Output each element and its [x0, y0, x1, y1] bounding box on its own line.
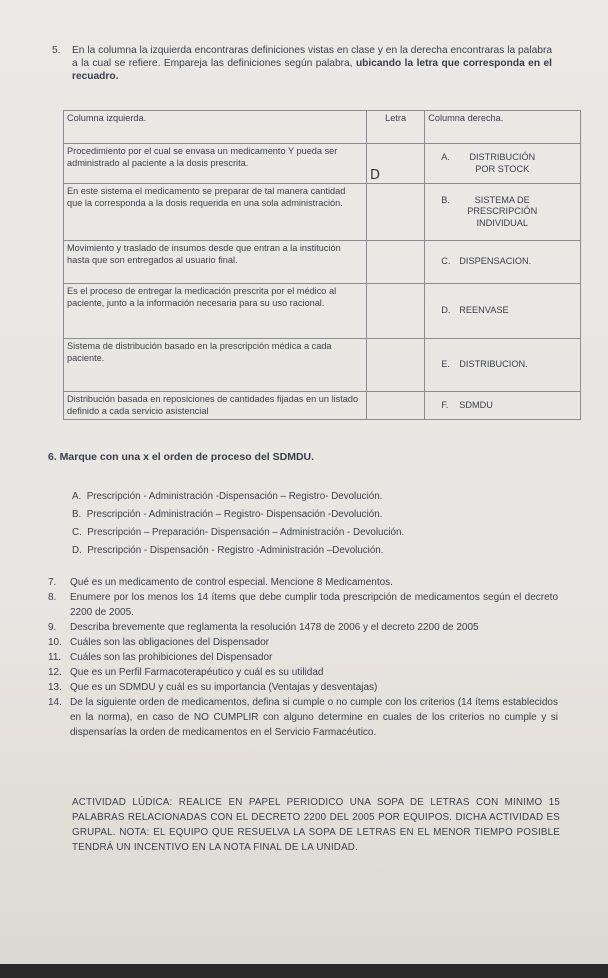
activity-instructions: ACTIVIDAD LÚDICA: REALICE EN PAPEL PERIODICO UNA SOPA DE LETRAS CON MINIMO 15 PALABRAS RELACIONADAS CON EL DECRETO 2200 DEL 2005 POR EQUIPOS. DICHA ACTIVIDAD ES GRUPAL. NOTA: EL EQUIPO QUE RESUELVA LA SOPA DE LETRAS EN EL MENOR TIEMPO POSIBLE TENDRÁ UN INCENTIVO EN LA NOTA FINAL DE LA UNIDAD.: [72, 797, 560, 853]
term-cell: [425, 144, 581, 184]
term-letter: C.: [441, 256, 451, 267]
question-6-title: 6. Marque con una x el orden de proceso del SDMDU.: [48, 451, 315, 463]
definition-cell: Movimiento y traslado de insumos desde que entran a la institución hasta que son entregados al usuario final.: [64, 241, 367, 284]
option-letter: B.: [72, 509, 82, 520]
table-row: [64, 184, 581, 241]
definition-cell: Procedimiento por el cual se envasa un medicamento Y pueda ser administrado al paciente a la dosis prescrita.: [64, 144, 367, 184]
letter-answer-cell[interactable]: [367, 392, 425, 420]
table-header-row: [64, 111, 581, 144]
question-number: 14.: [48, 697, 62, 708]
term-text: DISPENSACION.: [459, 256, 532, 267]
term-letter: D.: [441, 305, 451, 316]
question-number: 8.: [48, 592, 57, 603]
term-text: SDMDU: [459, 399, 493, 410]
question-number: 13.: [48, 682, 62, 693]
letter-answer-cell[interactable]: [367, 241, 425, 284]
letter-answer-cell[interactable]: [367, 284, 425, 339]
term-text: DISTRIBUCIÓN POR STOCK: [469, 152, 536, 174]
question-text: De la siguiente orden de medicamentos, defina si cumple o no cumple con los criterios (14 ítems establecidos en la norma), en caso de NO CUMPLIR con alguno determine en cuales de los criterios no cumple y si dispensarías la orden de medicamentos en el Servicio Farmacéutico.: [70, 697, 558, 738]
question-text: Cuáles son las prohibiciones del Dispensador: [70, 652, 273, 663]
table-row: [64, 241, 581, 284]
table-row: [64, 284, 581, 339]
question-6-options: [72, 488, 404, 560]
definition-cell: Distribución basada en reposiciones de cantidades fijadas en un listado definido a cada servicio asistencial: [64, 392, 367, 420]
header-right-column: Columna derecha.: [425, 111, 581, 144]
list-item: [48, 695, 558, 740]
option-b[interactable]: [72, 506, 404, 524]
term-cell: [425, 241, 581, 284]
option-letter: C.: [72, 527, 82, 538]
question-number: 12.: [48, 667, 62, 678]
option-letter: A.: [72, 491, 82, 502]
term-text: SISTEMA DE PRESCRIPCIÓN INDIVIDUAL: [467, 194, 538, 228]
question-5: [52, 44, 552, 83]
definition-cell: Es el proceso de entregar la medicación prescrita por el médico al paciente, junto a la información necesaria para su uso racional.: [64, 284, 367, 339]
question-number: 10.: [48, 637, 62, 648]
option-a[interactable]: [72, 488, 404, 506]
question-text: Que es un SDMDU y cuál es su importancia (Ventajas y desventajas): [70, 682, 378, 693]
question-number: 7.: [48, 577, 57, 588]
term-cell: [425, 284, 581, 339]
letter-answer-cell[interactable]: [367, 339, 425, 392]
option-text: Prescripción - Administración – Registro- Dispensación -Devolución.: [86, 509, 383, 520]
term-text: DISTRIBUCION.: [459, 359, 528, 370]
option-c[interactable]: [72, 524, 404, 542]
question-5-instructions: En la columna la izquierda encontraras definiciones vistas en clase y en la derecha encontraras la palabra a la cual se refiere. Empareja las definiciones según palabra,: [72, 45, 552, 69]
list-item: [48, 635, 558, 650]
letter-answer-cell[interactable]: D: [367, 144, 425, 184]
question-text: Que es un Perfil Farmacoterapéutico y cuál es su utilidad: [70, 667, 324, 678]
table-row: [64, 144, 581, 184]
option-d[interactable]: [72, 542, 404, 560]
term-cell: [425, 392, 581, 420]
term-text: REENVASE: [459, 305, 509, 316]
term-letter: B.: [441, 194, 450, 205]
header-left-column: Columna izquierda.: [64, 111, 367, 144]
question-5-text: [72, 44, 552, 83]
question-text: Cuáles son las obligaciones del Dispensador: [70, 637, 270, 648]
term-letter: A.: [441, 152, 450, 162]
question-5-instructions-bold: ubicando la letra que corresponda en el recuadro.: [72, 58, 552, 82]
header-letter-column: Letra: [367, 111, 425, 144]
question-text: Qué es un medicamento de control especial. Mencione 8 Medicamentos.: [70, 577, 393, 588]
question-text: Describa brevemente que reglamenta la resolución 1478 de 2006 y el decreto 2200 de 2005: [70, 622, 479, 633]
question-number: 5.: [52, 45, 61, 56]
list-item: [48, 620, 558, 635]
list-item: [48, 665, 558, 680]
option-text: Prescripción – Preparación- Dispensación – Administración - Devolución.: [87, 527, 405, 538]
question-list: [48, 575, 558, 740]
question-number: 11.: [48, 652, 62, 663]
definition-cell: En este sistema el medicamento se preparar de tal manera cantidad que la corresponda a la dosis requerida en una sola administración.: [64, 184, 367, 241]
option-letter: D.: [72, 545, 82, 556]
term-letter: E.: [441, 359, 450, 370]
bottom-edge-shadow: [0, 964, 608, 978]
option-text: Prescripción - Administración -Dispensación – Registro- Devolución.: [86, 491, 383, 502]
list-item: [48, 575, 558, 590]
question-text: Enumere por los menos los 14 ítems que debe cumplir toda prescripción de medicamentos según el decreto 2200 de 2005.: [70, 592, 558, 618]
list-item: [48, 650, 558, 665]
list-item: [48, 590, 558, 620]
question-number: 9.: [48, 622, 57, 633]
table-row: [64, 392, 581, 420]
matching-table: [63, 110, 581, 420]
term-cell: [425, 339, 581, 392]
table-row: [64, 339, 581, 392]
definition-cell: Sistema de distribución basado en la prescripción médica a cada paciente.: [64, 339, 367, 392]
letter-answer-cell[interactable]: [367, 184, 425, 241]
term-cell: [425, 184, 581, 241]
list-item: [48, 680, 558, 695]
option-text: Prescripción - Dispensación - Registro -Administración –Devolución.: [87, 545, 384, 556]
term-letter: F.: [441, 399, 449, 410]
